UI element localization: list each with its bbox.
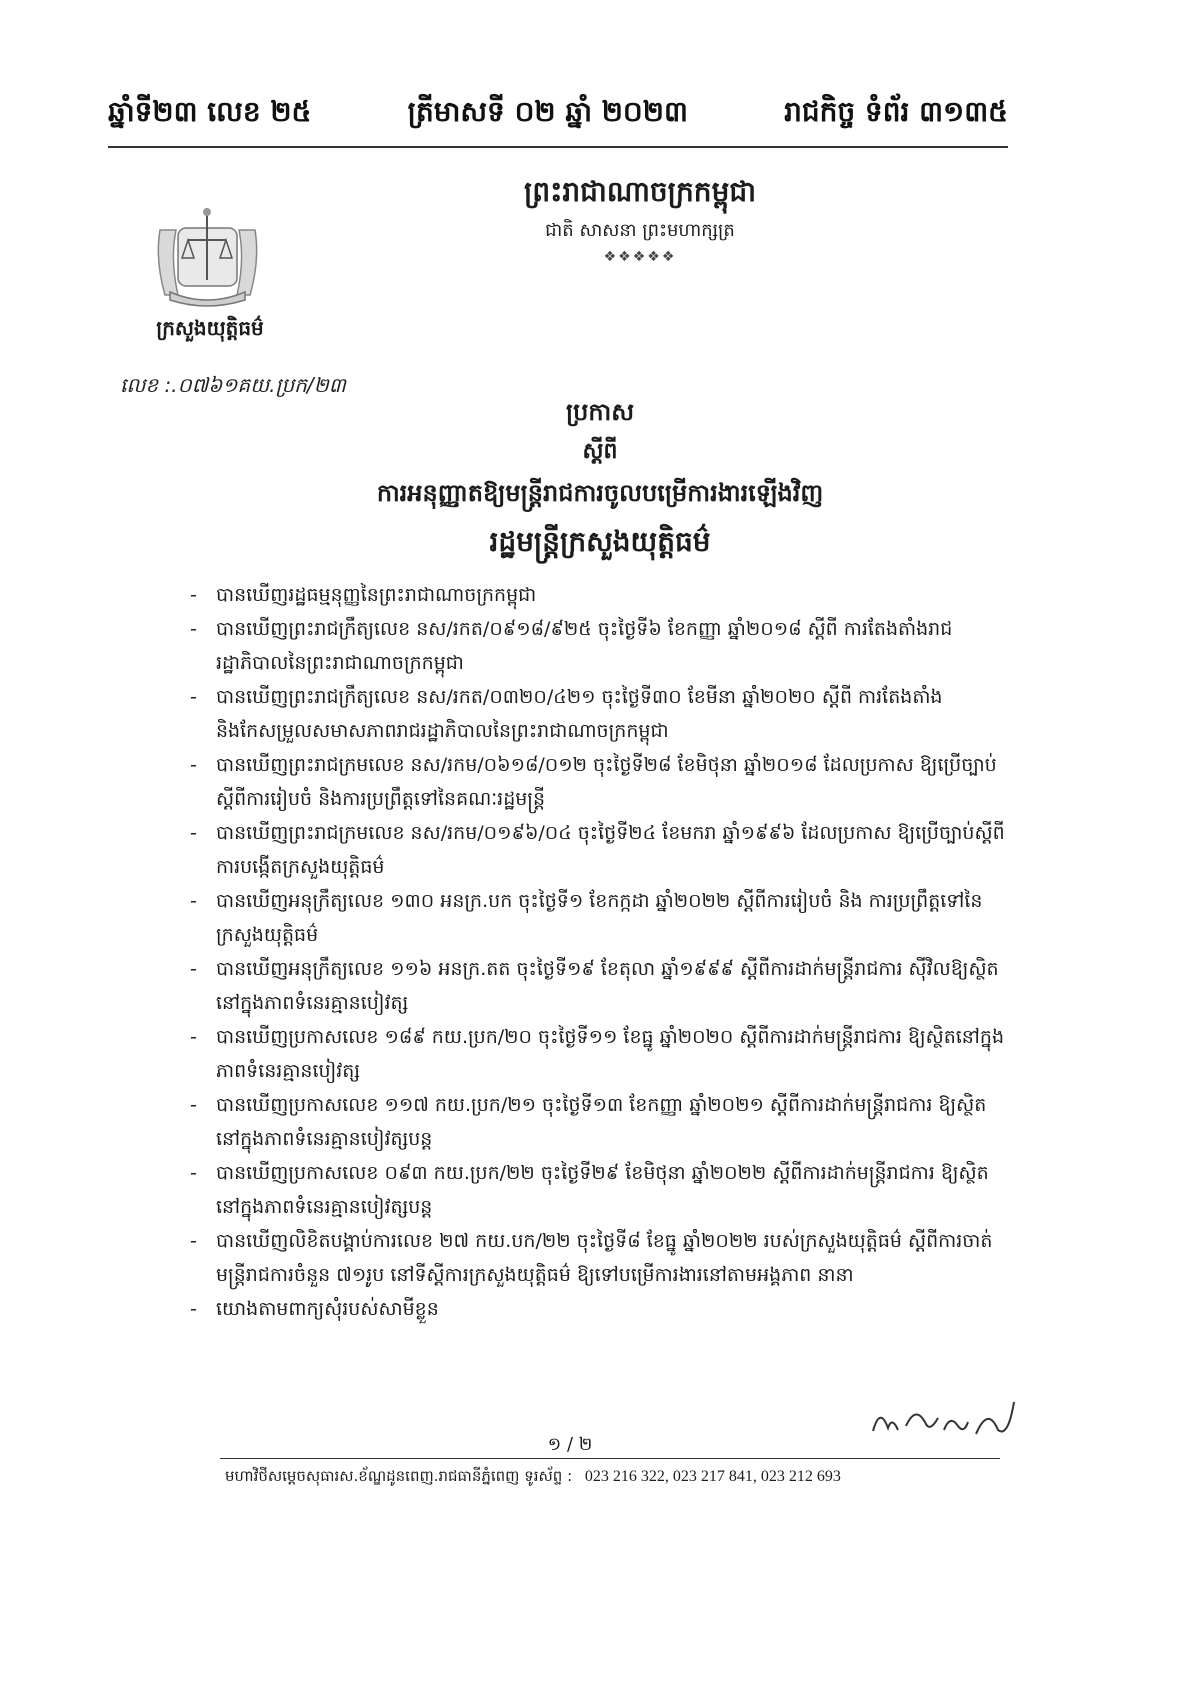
list-item: - បានឃើញព្រះរាជក្រឹត្យលេខ នស/រកត/០៣២០/៤២១ ចុះថ្ងៃទី៣០ ខែមីនា ឆ្នាំ២០២០ ស្តីពី ការតែងតាំង និងកែសម្រួលសមាសភាពរាជរដ្ឋាភិបាលនៃព្រះរាជាណាចក្រកម្ពុជា — [190, 680, 1010, 748]
kingdom-title: ព្រះរាជាណាចក្រកម្ពុជា — [523, 175, 756, 208]
document-subject: ការអនុញ្ញាតឱ្យមន្ត្រីរាជការចូលបម្រើការងារឡើងវិញ — [376, 479, 824, 507]
kingdom-heading — [400, 172, 880, 268]
reference-number: លេខ :.០៧៦១គយ.ប្រក/២៣ — [120, 373, 346, 397]
footer-divider — [220, 1458, 1000, 1459]
footer-address — [225, 1464, 1005, 1489]
ministry-emblem-icon — [150, 200, 265, 310]
footer-address-text: មហាវិថីសម្តេចសុធារស.ខ័ណ្ឌដូនពេញ.រាជធានីភ្នំពេញ ទូរស័ព្ទ : — [225, 1467, 573, 1485]
list-item: - បានឃើញព្រះរាជក្រមលេខ នស/រកម/០៦១៨/០១២ ចុះថ្ងៃទី២៨ ខែមិថុនា ឆ្នាំ២០១៨ ដែលប្រកាស ឱ្យប្រើច្បាប់ស្តីពីការរៀបចំ និងការប្រព្រឹត្តទៅនៃគណៈរដ្ឋមន្ត្រី — [190, 748, 1010, 816]
gazette-header — [108, 88, 1008, 140]
gazette-issue: ឆ្នាំទី២៣ លេខ ២៥ — [108, 94, 312, 128]
gazette-page-label: រាជកិច្ច ទំព័រ ៣១៣៥ — [784, 94, 1008, 128]
footer-phones: 023 216 322, 023 217 841, 023 212 693 — [584, 1468, 841, 1485]
legal-basis-list — [190, 578, 1010, 1326]
list-item: - បានឃើញប្រកាសលេខ ០៩៣ កយ.ប្រក/២២ ចុះថ្ងៃទី២៩ ខែមិថុនា ឆ្នាំ២០២២ ស្តីពីការដាក់មន្ត្រីរាជការ ឱ្យស្ថិតនៅក្នុងភាពទំនេរគ្មានបៀវត្សបន្ត — [190, 1156, 1010, 1224]
document-type: ប្រកាស — [565, 398, 635, 426]
kingdom-motto: ជាតិ សាសនា ព្រះមហាក្សត្រ — [545, 220, 735, 241]
title-block — [250, 392, 950, 566]
list-item: - បានឃើញរដ្ឋធម្មនុញ្ញនៃព្រះរាជាណាចក្រកម្ពុជា — [190, 578, 1010, 612]
list-item: - យោងតាមពាក្យសុំរបស់សាមីខ្លួន — [190, 1292, 1010, 1326]
issuing-authority: រដ្ឋមន្ត្រីក្រសួងយុត្តិធម៌ — [489, 525, 711, 558]
list-item: - បានឃើញព្រះរាជក្រមលេខ នស/រកម/០១៩៦/០៤ ចុះថ្ងៃទី២៤ ខែមករា ឆ្នាំ១៩៩៦ ដែលប្រកាស ឱ្យប្រើច្បាប់ស្តីពីការបង្កើតក្រសួងយុត្តិធម៌ — [190, 816, 1010, 884]
document-on: ស្តីពី — [582, 439, 618, 464]
list-item: - បានឃើញលិខិតបង្គាប់ការលេខ ២៧ កយ.បក/២២ ចុះថ្ងៃទី៨ ខែធ្នូ ឆ្នាំ២០២២ របស់ក្រសួងយុត្តិធម៌ ស្តីពីការចាត់មន្ត្រីរាជការចំនួន ៧១រូប នៅទីស្តីការក្រសួងយុត្តិធម៌ ឱ្យទៅបម្រើការងារនៅតាមអង្គភាព នានា — [190, 1224, 1010, 1292]
list-item: - បានឃើញប្រកាសលេខ ១១៧ កយ.ប្រក/២១ ចុះថ្ងៃទី១៣ ខែកញ្ញា ឆ្នាំ២០២១ ស្តីពីការដាក់មន្ត្រីរាជការ ឱ្យស្ថិតនៅក្នុងភាពទំនេរគ្មានបៀវត្សបន្ត — [190, 1088, 1010, 1156]
list-item: - បានឃើញប្រកាសលេខ ១៨៩ កយ.ប្រក/២០ ចុះថ្ងៃទី១១ ខែធ្នូ ឆ្នាំ២០២០ ស្តីពីការដាក់មន្ត្រីរាជការ ឱ្យស្ថិតនៅក្នុងភាពទំនេរគ្មានបៀវត្ស — [190, 1020, 1010, 1088]
handwritten-initials-icon — [868, 1396, 1018, 1446]
list-item: - បានឃើញអនុក្រឹត្យលេខ ១១៦ អនក្រ.តត ចុះថ្ងៃទី១៩ ខែតុលា ឆ្នាំ១៩៩៩ ស្តីពីការដាក់មន្ត្រីរាជការ ស៊ីវិលឱ្យស្ថិតនៅក្នុងភាពទំនេរគ្មានបៀវត្ស — [190, 952, 1010, 1020]
header-divider — [108, 146, 1008, 148]
list-item: - បានឃើញអនុក្រឹត្យលេខ ១៣០ អនក្រ.បក ចុះថ្ងៃទី១ ខែកក្កដា ឆ្នាំ២០២២ ស្តីពីការរៀបចំ និង ការប្រព្រឹត្តទៅនៃក្រសួងយុត្តិធម៌ — [190, 884, 1010, 952]
ornament-divider: ❖❖❖❖❖ — [603, 249, 677, 265]
page-number: ១ / ២ — [547, 1434, 593, 1455]
list-item: - បានឃើញព្រះរាជក្រឹត្យលេខ នស/រកត/០៩១៨/៩២៥ ចុះថ្ងៃទី៦ ខែកញ្ញា ឆ្នាំ២០១៨ ស្តីពី ការតែងតាំងរាជរដ្ឋាភិបាលនៃព្រះរាជាណាចក្រកម្ពុជា — [190, 612, 1010, 680]
ministry-name: ក្រសួងយុត្តិធម៌ — [156, 316, 264, 340]
gazette-quarter: ត្រីមាសទី ០២ ឆ្នាំ ២០២៣ — [407, 94, 688, 128]
